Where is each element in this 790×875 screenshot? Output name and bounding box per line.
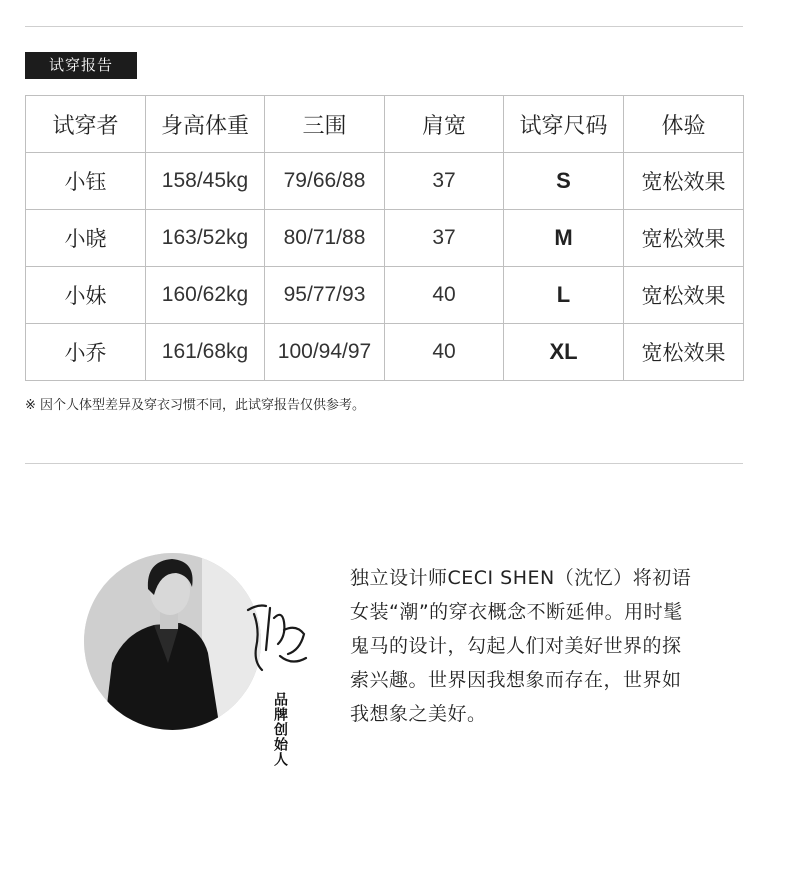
measurements: 80/71/88 [265,210,385,267]
disclaimer-note: ※ 因个人体型差异及穿衣习惯不同，此试穿报告仅供参考。 [25,398,366,413]
fit-size: XL [504,324,624,381]
header-cell-height-weight: 身高体重 [146,96,265,153]
section-divider [25,463,743,464]
header-cell-shoulder: 肩宽 [385,96,504,153]
tester-name: 小乔 [26,324,146,381]
height-weight: 161/68kg [146,324,265,381]
height-weight: 160/62kg [146,267,265,324]
experience: 宽松效果 [624,210,744,267]
tester-name: 小钰 [26,153,146,210]
height-weight: 158/45kg [146,153,265,210]
section-label: 试穿报告 [25,52,137,79]
header-cell-tester: 试穿者 [26,96,146,153]
experience: 宽松效果 [624,153,744,210]
table-row [26,324,744,381]
table-row [26,153,744,210]
experience: 宽松效果 [624,267,744,324]
header-cell-size: 试穿尺码 [504,96,624,153]
height-weight: 163/52kg [146,210,265,267]
measurements: 79/66/88 [265,153,385,210]
signature-graphic [244,600,314,685]
table-header-row [26,96,744,153]
shoulder-width: 40 [385,267,504,324]
header-cell-measurements: 三围 [265,96,385,153]
fit-size: L [504,267,624,324]
measurements: 95/77/93 [265,267,385,324]
shoulder-width: 40 [385,324,504,381]
shoulder-width: 37 [385,210,504,267]
tester-name: 小妹 [26,267,146,324]
fit-size: M [504,210,624,267]
designer-bio: 独立设计师CECI SHEN（沈忆）将初语女装“潮”的穿衣概念不断延伸。用时髦鬼马的设计，勾起人们对美好世界的探索兴趣。世界因我想象而存在，世界如我想象之美好。 [350,567,692,725]
table-row [26,210,744,267]
fit-report-table [25,95,744,381]
measurements: 100/94/97 [265,324,385,381]
experience: 宽松效果 [624,324,744,381]
header-cell-experience: 体验 [624,96,744,153]
table-row [26,267,744,324]
founder-title: 品牌创始人 [272,692,288,767]
tester-name: 小晓 [26,210,146,267]
top-divider [25,26,743,27]
shoulder-width: 37 [385,153,504,210]
designer-portrait [84,553,261,730]
fit-size: S [504,153,624,210]
